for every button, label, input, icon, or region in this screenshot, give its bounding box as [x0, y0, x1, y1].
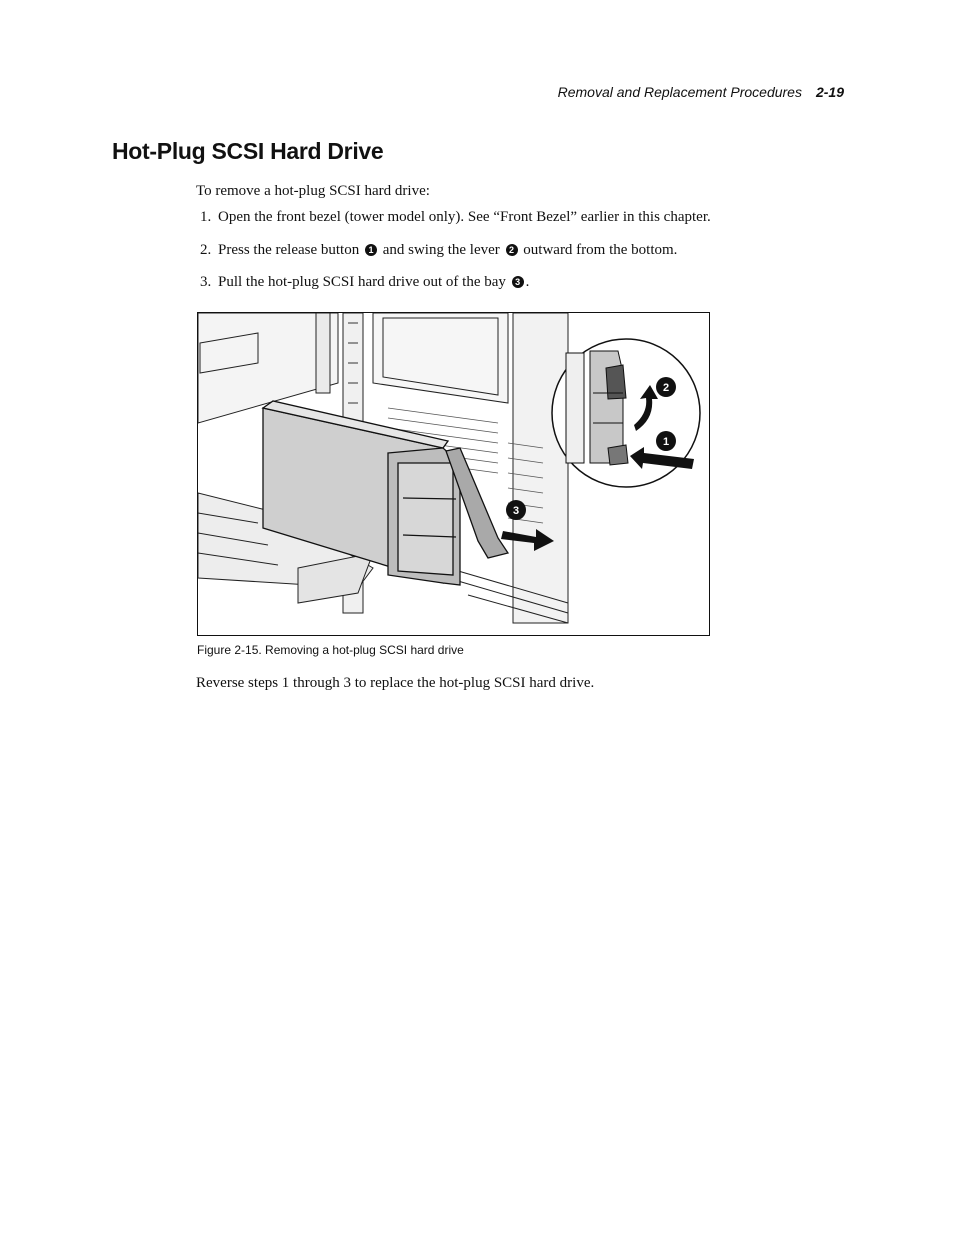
- outro-text: Reverse steps 1 through 3 to replace the hot-plug SCSI hard drive.: [196, 675, 595, 691]
- step-text: Open the front bezel (tower model only). See “Front Bezel” earlier in this chapter.: [218, 209, 711, 225]
- section-title: Removal and Replacement Procedures: [557, 84, 802, 100]
- step-number: 2.: [200, 241, 212, 258]
- step-text: Pull the hot-plug SCSI hard drive out of the bay: [218, 274, 506, 290]
- running-header: [558, 84, 844, 100]
- step-text: .: [525, 274, 530, 290]
- callout-3: 3: [512, 505, 520, 517]
- step-number: 1.: [200, 209, 212, 225]
- step-number: 3.: [200, 274, 212, 290]
- intro-text: To remove a hot-plug SCSI hard drive:: [196, 183, 430, 199]
- figure-drive-removal: [197, 312, 710, 636]
- step-2: [200, 242, 711, 275]
- callout-marker: 1: [365, 244, 377, 256]
- step-1: [200, 209, 711, 242]
- figure-caption: Figure 2-15. Removing a hot-plug SCSI hard drive: [197, 643, 464, 657]
- steps-list: [200, 209, 711, 307]
- page-title: Hot-Plug SCSI Hard Drive: [112, 138, 384, 164]
- callout-1: 1: [662, 436, 670, 448]
- page-number: 2-19: [815, 84, 844, 100]
- step-text: Press the release button: [218, 241, 360, 258]
- step-text: outward from the bottom.: [523, 241, 678, 258]
- callout-marker: 2: [506, 244, 518, 256]
- drive-illustration: [198, 313, 709, 635]
- callout-2: 2: [662, 382, 670, 394]
- step-3: [200, 274, 711, 307]
- step-text: and swing the lever: [382, 241, 500, 258]
- callout-marker: 3: [512, 276, 524, 288]
